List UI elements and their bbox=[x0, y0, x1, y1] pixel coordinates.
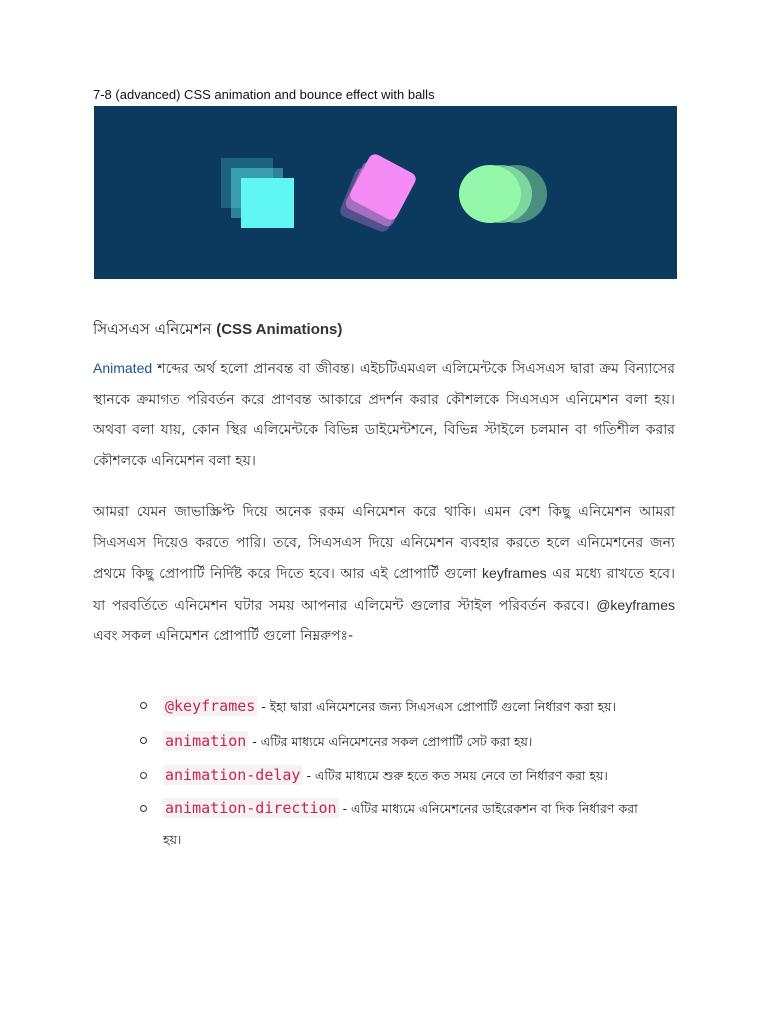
banner-illustration bbox=[94, 106, 677, 279]
bullet-circle-icon bbox=[140, 772, 147, 779]
keyframes-text-3: এবং সকল এনিমেশন প্রোপার্টি গুলো নিম্নরুপঃ- bbox=[93, 628, 354, 644]
property-list bbox=[140, 690, 660, 857]
intro-text: শব্দের অর্থ হলো প্রানবন্ত বা জীবন্ত। এইচটিএমএল এলিমেন্টকে সিএসএস দ্বারা ক্রম বিন্যাসের স্থানকে ক্রমাগত পরিবর্তন করে প্রাণবন্ত আকারে প্রদর্শন করার কৌশলকে সিএসএস এনিমেশন বলা হয়। অথবা বলা যায়, কোন স্থির এলিমেন্টকে বিভিন্ন ডাইমেন্টশনে, বিভিন্ন স্টাইলে চলমান বা গতিশীল করার কৌশলকে এনিমেশন বলা হয়। bbox=[93, 361, 675, 469]
list-item bbox=[140, 690, 660, 723]
bullet-circle-icon bbox=[140, 702, 147, 709]
animated-word: Animated bbox=[93, 360, 153, 376]
keyframes-text-2: এর মধ্যে রাখতে হবে। যা পরবর্তিতে এনিমেশন ঘটার সময় আপনার এলিমেন্ট গুলোর স্টাইল পরিবর্তন করবে। bbox=[93, 566, 675, 614]
property-code: animation bbox=[165, 732, 247, 750]
property-description: - এটির মাধ্যমে শুরু হতে কত সময় নেবে তা নির্ধারণ করা হয়। bbox=[302, 768, 608, 783]
list-item bbox=[140, 725, 660, 758]
list-item bbox=[140, 793, 660, 855]
square-shape bbox=[241, 178, 294, 228]
animation-banner bbox=[94, 106, 677, 279]
document-title: 7-8 (advanced) CSS animation and bounce effect with balls bbox=[93, 87, 435, 102]
property-description: - এটির মাধ্যমে এনিমেশনের সকল প্রোপার্টি সেট করা হয়। bbox=[248, 734, 533, 749]
ball-shape bbox=[459, 165, 521, 223]
property-code: animation-direction bbox=[165, 799, 337, 817]
heading-english: (CSS Animations) bbox=[216, 321, 343, 338]
list-item bbox=[140, 760, 660, 791]
heading-bangla: সিএসএস এনিমেশন bbox=[93, 320, 212, 338]
intro-paragraph bbox=[93, 353, 675, 476]
bullet-circle-icon bbox=[140, 737, 147, 744]
property-code: animation-delay bbox=[165, 766, 301, 784]
property-description: - এটির মাধ্যমে এনিমেশনের ডাইরেকশন বা দিক নির্ধারণ করা হয়। bbox=[163, 801, 638, 847]
section-heading bbox=[93, 318, 342, 343]
property-description: - ইহা দ্বারা এনিমেশনের জন্য সিএসএস প্রোপার্টি গুলো নির্ধারণ করা হয়। bbox=[257, 699, 616, 714]
at-keyframes-word: @keyframes bbox=[596, 596, 675, 613]
keyframes-text-1: আমরা যেমন জাভাস্ক্রিপ্ট দিয়ে অনেক রকম এনিমেশন করে থাকি। এমন বেশ কিছু এনিমেশন আমরা সিএসএস দিয়েও করতে পারি। তবে, সিএসএস দিয়ে এনিমেশন ব্যবহার করতে হলে এনিমেশনের জন্য প্রথমে কিছু প্রোপার্টি নির্দিষ্ট করে দিতে হবে। আর এই প্রোপার্টি গুলো bbox=[93, 504, 675, 582]
property-code: @keyframes bbox=[165, 697, 256, 715]
keyframes-paragraph bbox=[93, 497, 675, 652]
keyframes-word: keyframes bbox=[482, 565, 547, 581]
bullet-circle-icon bbox=[140, 805, 147, 812]
